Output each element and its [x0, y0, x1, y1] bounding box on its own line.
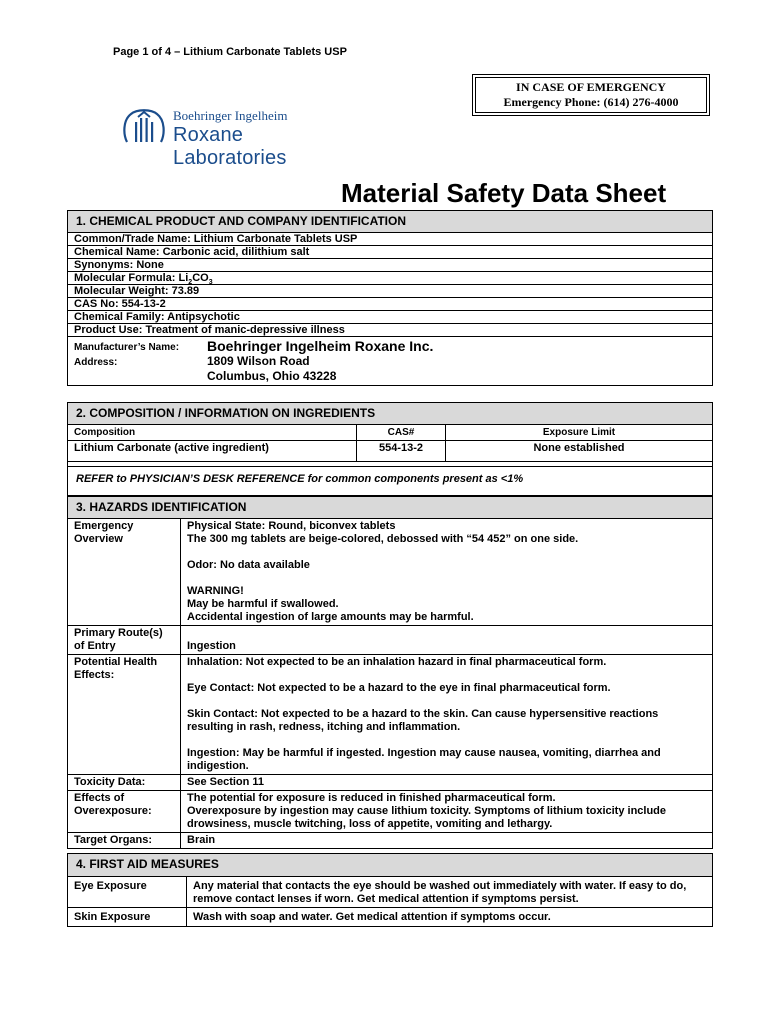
- row-synonyms: Synonyms: None: [68, 259, 712, 272]
- section-3: [67, 496, 713, 849]
- manufacturer-block: [68, 337, 712, 385]
- row-product-use: Product Use: Treatment of manic-depressive illness: [68, 324, 712, 337]
- eye-exposure-value: Any material that contacts the eye should be washed out immediately with water. If easy to do, remove contact lenses if worn. Get medical attention if symptoms persist.: [187, 877, 713, 908]
- logo-line-2: Roxane Laboratories: [173, 124, 287, 169]
- page-header: Page 1 of 4 – Lithium Carbonate Tablets USP: [113, 46, 347, 58]
- col-cas: CAS#: [357, 425, 446, 441]
- skin-exposure-value: Wash with soap and water. Get medical attention if symptoms occur.: [187, 908, 713, 927]
- section-1: [67, 210, 713, 386]
- effects-label: Effects of Overexposure:: [68, 791, 181, 833]
- first-aid-table: [68, 877, 712, 926]
- toxicity-label: Toxicity Data:: [68, 775, 181, 791]
- composition-table: [68, 425, 712, 462]
- manufacturer-name: Boehringer Ingelheim Roxane Inc.: [207, 338, 434, 354]
- row-molecular-formula: Molecular Formula: $Li_2CO_3$: [68, 272, 712, 285]
- ingredient-name: Lithium Carbonate (active ingredient): [68, 441, 357, 462]
- row-molecular-weight: Molecular Weight: 73.89: [68, 285, 712, 298]
- target-organs-value: Brain: [181, 833, 713, 849]
- primary-route-value: Ingestion: [181, 626, 713, 655]
- ingredient-cas: 554-13-2: [357, 441, 446, 462]
- row-cas-no: CAS No: 554-13-2: [68, 298, 712, 311]
- ingredient-exposure: None established: [446, 441, 713, 462]
- potential-health-value: Inhalation: Not expected to be an inhalation hazard in final pharmaceutical form. Eye Contact: Not expected to be a hazard to the eye in final pharmaceutical form. Skin Contact: Not expected to be a hazard to the skin. Can cause hypersensitive reactions resulting in rash, redness, itching and inflammation. Ingestion: May be harmful if ingested. Ingestion may cause nausea, vomiting, diarrhea and indigestion.: [181, 655, 713, 775]
- logo-line-1: Boehringer Ingelheim: [173, 108, 288, 123]
- section-4-header: 4. FIRST AID MEASURES: [68, 854, 712, 877]
- address-label: Address:: [74, 357, 118, 368]
- section-4: [67, 853, 713, 927]
- col-exposure-limit: Exposure Limit: [446, 425, 713, 441]
- section-1-header: 1. CHEMICAL PRODUCT AND COMPANY IDENTIFICATION: [68, 211, 712, 233]
- emergency-phone: Emergency Phone: (614) 276-4000: [503, 95, 679, 109]
- emergency-overview-value: Physical State: Round, biconvex tablets The 300 mg tablets are beige-colored, debossed with “54 452” on one side. Odor: No data available WARNING! May be harmful if swallowed. Accidental ingestion of large amounts may be harmful.: [181, 519, 713, 626]
- address-line-2: Columbus, Ohio 43228: [207, 369, 337, 383]
- refer-note: REFER to PHYSICIAN’S DESK REFERENCE for common components present as <1%: [76, 473, 524, 485]
- section-2: [67, 402, 713, 496]
- emergency-overview-label: Emergency Overview: [68, 519, 181, 626]
- row-trade-name: Common/Trade Name: Lithium Carbonate Tablets USP: [68, 233, 712, 246]
- address-line-1: 1809 Wilson Road: [207, 354, 310, 368]
- skin-exposure-label: Skin Exposure: [68, 908, 187, 927]
- section-2-header: 2. COMPOSITION / INFORMATION ON INGREDIENTS: [68, 403, 712, 425]
- company-logo: [121, 104, 351, 169]
- col-composition: Composition: [68, 425, 357, 441]
- effects-value: The potential for exposure is reduced in finished pharmaceutical form. Overexposure by ingestion may cause lithium toxicity. Symptoms of lithium toxicity include drowsiness, muscle twitching, loss of appetite, vomiting and lethargy.: [181, 791, 713, 833]
- target-organs-label: Target Organs:: [68, 833, 181, 849]
- potential-health-label: Potential Health Effects:: [68, 655, 181, 775]
- primary-route-label: Primary Route(s) of Entry: [68, 626, 181, 655]
- manufacturer-label: Manufacturer’s Name:: [74, 342, 180, 353]
- emergency-title: IN CASE OF EMERGENCY: [516, 80, 666, 94]
- hazards-table: [68, 519, 712, 848]
- eye-exposure-label: Eye Exposure: [68, 877, 187, 908]
- row-chemical-name: Chemical Name: Carbonic acid, dilithium salt: [68, 246, 712, 259]
- emergency-box: [472, 74, 710, 116]
- toxicity-value: See Section 11: [181, 775, 713, 791]
- roxane-logo-icon: [121, 106, 167, 148]
- section-3-header: 3. HAZARDS IDENTIFICATION: [68, 497, 712, 519]
- row-chemical-family: Chemical Family: Antipsychotic: [68, 311, 712, 324]
- document-title: Material Safety Data Sheet: [341, 178, 667, 208]
